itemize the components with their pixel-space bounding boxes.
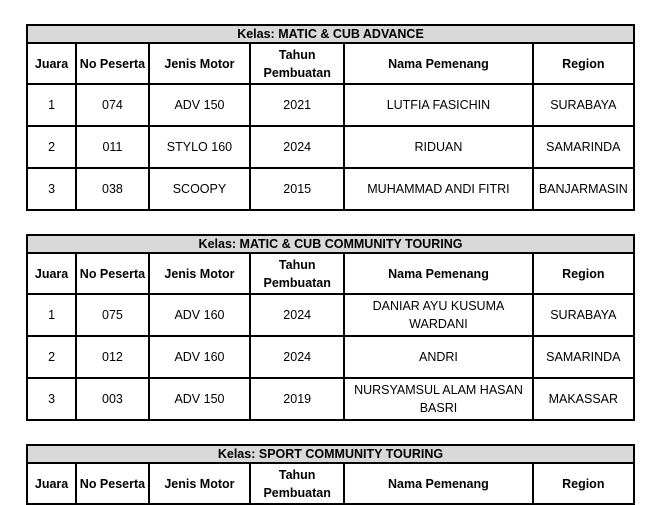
table-row (27, 168, 634, 210)
cell-jenis-motor: STYLO 160 (149, 126, 250, 168)
cell-region: MAKASSAR (533, 378, 634, 420)
cell-tahun: 2019 (250, 378, 344, 420)
header-no-peserta: No Peserta (76, 43, 149, 84)
winners-table-matic-cub-community-touring (26, 234, 635, 421)
cell-juara: 2 (27, 126, 76, 168)
header-jenis-motor: Jenis Motor (149, 463, 250, 504)
cell-juara: 3 (27, 168, 76, 210)
header-tahun-pembuatan: Tahun Pembuatan (250, 253, 344, 294)
table-row (27, 126, 634, 168)
header-tahun-pembuatan: Tahun Pembuatan (250, 463, 344, 504)
header-region: Region (533, 463, 634, 504)
header-juara: Juara (27, 253, 76, 294)
table-row (27, 378, 634, 420)
cell-nama: LUTFIA FASICHIN (344, 84, 532, 126)
header-no-peserta: No Peserta (76, 463, 149, 504)
header-juara: Juara (27, 463, 76, 504)
table-title: Kelas: MATIC & CUB COMMUNITY TOURING (27, 235, 634, 253)
table-row (27, 336, 634, 378)
cell-nama: RIDUAN (344, 126, 532, 168)
header-jenis-motor: Jenis Motor (149, 253, 250, 294)
cell-tahun: 2024 (250, 336, 344, 378)
cell-no-peserta: 038 (76, 168, 149, 210)
cell-nama: MUHAMMAD ANDI FITRI (344, 168, 532, 210)
cell-region: BANJARMASIN (533, 168, 634, 210)
cell-tahun: 2024 (250, 294, 344, 336)
header-nama-pemenang: Nama Pemenang (344, 463, 532, 504)
table-title: Kelas: SPORT COMMUNITY TOURING (27, 445, 634, 463)
cell-jenis-motor: ADV 160 (149, 294, 250, 336)
cell-no-peserta: 003 (76, 378, 149, 420)
table-row (27, 84, 634, 126)
cell-juara: 1 (27, 84, 76, 126)
cell-juara: 3 (27, 378, 76, 420)
cell-nama: ANDRI (344, 336, 532, 378)
cell-region: SAMARINDA (533, 336, 634, 378)
cell-jenis-motor: ADV 150 (149, 378, 250, 420)
cell-nama: NURSYAMSUL ALAM HASAN BASRI (344, 378, 532, 420)
cell-no-peserta: 011 (76, 126, 149, 168)
cell-tahun: 2024 (250, 126, 344, 168)
header-tahun-pembuatan: Tahun Pembuatan (250, 43, 344, 84)
table-title: Kelas: MATIC & CUB ADVANCE (27, 25, 634, 43)
cell-no-peserta: 074 (76, 84, 149, 126)
cell-region: SURABAYA (533, 84, 634, 126)
header-region: Region (533, 43, 634, 84)
cell-region: SAMARINDA (533, 126, 634, 168)
header-nama-pemenang: Nama Pemenang (344, 253, 532, 294)
header-juara: Juara (27, 43, 76, 84)
cell-tahun: 2021 (250, 84, 344, 126)
table-row (27, 294, 634, 336)
cell-region: SURABAYA (533, 294, 634, 336)
winners-table-matic-cub-advance (26, 24, 635, 211)
cell-no-peserta: 075 (76, 294, 149, 336)
header-nama-pemenang: Nama Pemenang (344, 43, 532, 84)
cell-juara: 1 (27, 294, 76, 336)
winners-table-sport-community-touring (26, 444, 635, 505)
header-region: Region (533, 253, 634, 294)
cell-tahun: 2015 (250, 168, 344, 210)
cell-jenis-motor: ADV 150 (149, 84, 250, 126)
cell-jenis-motor: ADV 160 (149, 336, 250, 378)
cell-jenis-motor: SCOOPY (149, 168, 250, 210)
header-no-peserta: No Peserta (76, 253, 149, 294)
cell-juara: 2 (27, 336, 76, 378)
header-jenis-motor: Jenis Motor (149, 43, 250, 84)
cell-no-peserta: 012 (76, 336, 149, 378)
cell-nama: DANIAR AYU KUSUMA WARDANI (344, 294, 532, 336)
